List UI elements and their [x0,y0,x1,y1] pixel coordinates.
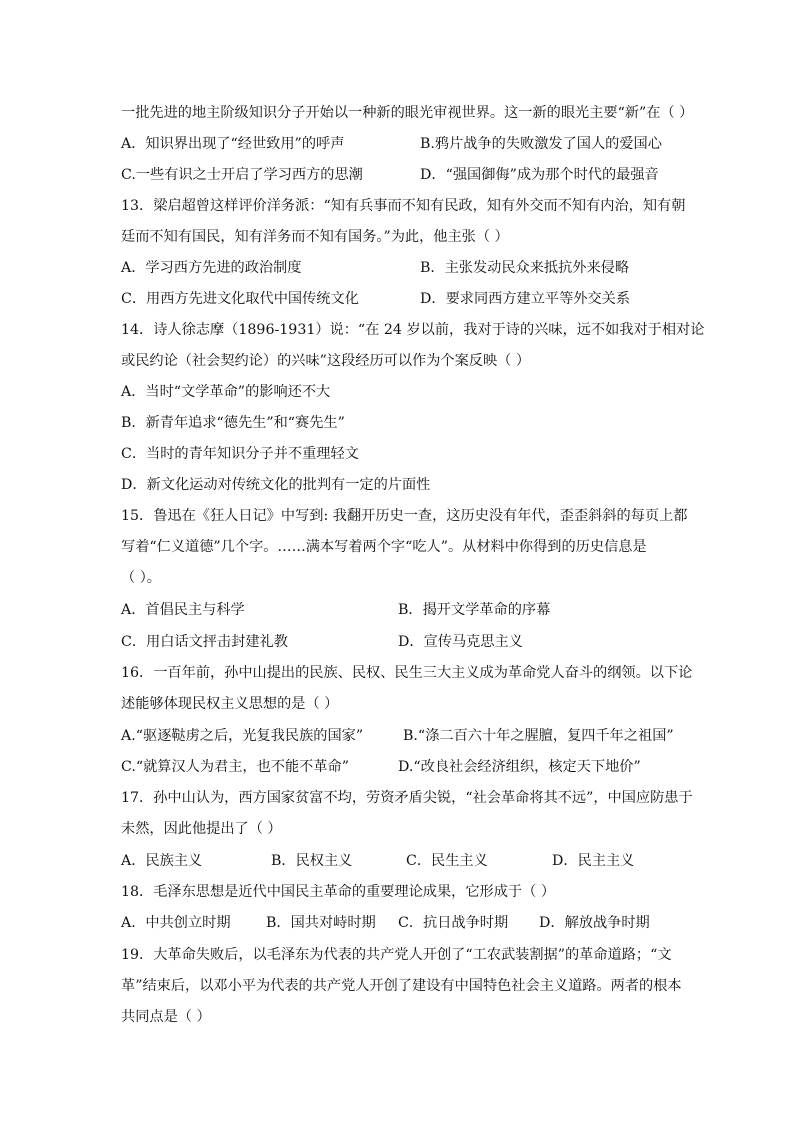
q14-option-d: D．新文化运动对传统文化的批判有一定的片面性 [121,477,431,493]
q18-option-c: C．抗日战争时期 [398,915,509,931]
q16-option-c: C.“就算汉人为君主，也不能不革命” [121,759,349,775]
q17-option-c: C．民生主义 [406,853,488,869]
q15-option-b: B．揭开文学革命的序幕 [398,602,551,618]
question-19-stem-line-3: 共同点是（ ） [121,1009,211,1025]
q17-option-b: B．民权主义 [271,853,353,869]
q14-option-c: C．当时的青年知识分子并不重理轻文 [121,446,359,462]
question-15-stem-line-2: 写着“仁义道德”几个字。……满本写着两个字“吃人”。从材料中你得到的历史信息是 [121,539,647,555]
question-19-stem-line-1: 19．大革命失败后，以毛泽东为代表的共产党人开创了“工农武装割据”的革命道路；“文 [121,947,672,963]
q12-option-d: D．“强国御侮”成为那个时代的最强音 [420,167,659,183]
q15-option-a: A．首倡民主与科学 [121,602,245,618]
question-15-stem-line-1: 15．鲁迅在《狂人日记》中写到: 我翻开历史一查，这历史没有年代，歪歪斜斜的每页上都 [121,508,688,524]
q13-option-a: A．学习西方先进的政治制度 [121,260,302,276]
q18-option-a: A．中共创立时期 [121,915,231,931]
question-18-stem: 18．毛泽东思想是近代中国民主革命的重要理论成果，它形成于（ ） [121,884,556,900]
question-16-stem-line-1: 16．一百年前，孙中山提出的民族、民权、民生三大主义成为革命党人奋斗的纲领。以下论 [121,665,693,681]
question-17-stem-line-2: 未然，因此他提出了（ ） [121,821,282,837]
question-13-stem-line-2: 廷而不知有国民，知有洋务而不知有国务。”为此，他主张（ ） [121,229,509,245]
question-16-stem-line-2: 述能够体现民权主义思想的是（ ） [121,696,339,712]
q12-option-a: A．知识界出现了“经世致用”的呼声 [121,136,345,152]
q17-option-d: D．民主主义 [552,853,635,869]
q18-option-b: B．国共对峙时期 [266,915,376,931]
question-13-stem-line-1: 13．梁启超曾这样评价洋务派：“知有兵事而不知有民政，知有外交而不知有内治，知有朝 [121,198,686,214]
q13-option-b: B．主张发动民众来抵抗外来侵略 [420,260,630,276]
question-14-stem-line-1: 14．诗人徐志摩（1896-1931）说：“在 24 岁以前，我对于诗的兴味，远不如我对于相对论 [121,322,705,338]
q16-option-b: B.“涤二百六十年之腥膻，复四千年之祖国” [403,728,674,744]
q12-option-b: B.鸦片战争的失败激发了国人的爱国心 [420,136,662,152]
q13-option-c: C．用西方先进文化取代中国传统文化 [121,291,359,307]
q14-option-b: B．新青年追求“德先生”和“赛先生” [121,415,345,431]
question-17-stem-line-1: 17．孙中山认为，西方国家贫富不均，劳资矛盾尖锐，“社会革命将其不远”，中国应防患于 [121,790,693,806]
q18-option-d: D．解放战争时期 [539,915,650,931]
question-15-stem-line-3: （ ）。 [121,570,161,586]
q16-option-d: D.“改良社会经济组织，核定天下地价” [398,759,641,775]
question-14-stem-line-2: 或民约论（社会契约论）的兴味”这段经历可以作为个案反映（ ） [121,353,531,369]
q16-option-a: A.“驱逐鞑虏之后，光复我民族的国家” [121,728,364,744]
q17-option-a: A．民族主义 [121,853,203,869]
q14-option-a: A．当时“文学革命”的影响还不大 [121,384,331,400]
question-19-stem-line-2: 革”结束后，以邓小平为代表的共产党人开创了建设有中国特色社会主义道路。两者的根本 [121,978,682,994]
q13-option-d: D．要求同西方建立平等外交关系 [420,291,631,307]
q15-option-d: D．宣传马克思主义 [398,634,523,650]
q15-option-c: C．用白话文抨击封建礼教 [121,634,288,650]
question-12-stem-line: 一批先进的地主阶级知识分子开始以一种新的眼光审视世界。这一新的眼光主要“新”在（ ） [121,105,694,121]
q12-option-c: C.一些有识之士开启了学习西方的思潮 [121,167,363,183]
